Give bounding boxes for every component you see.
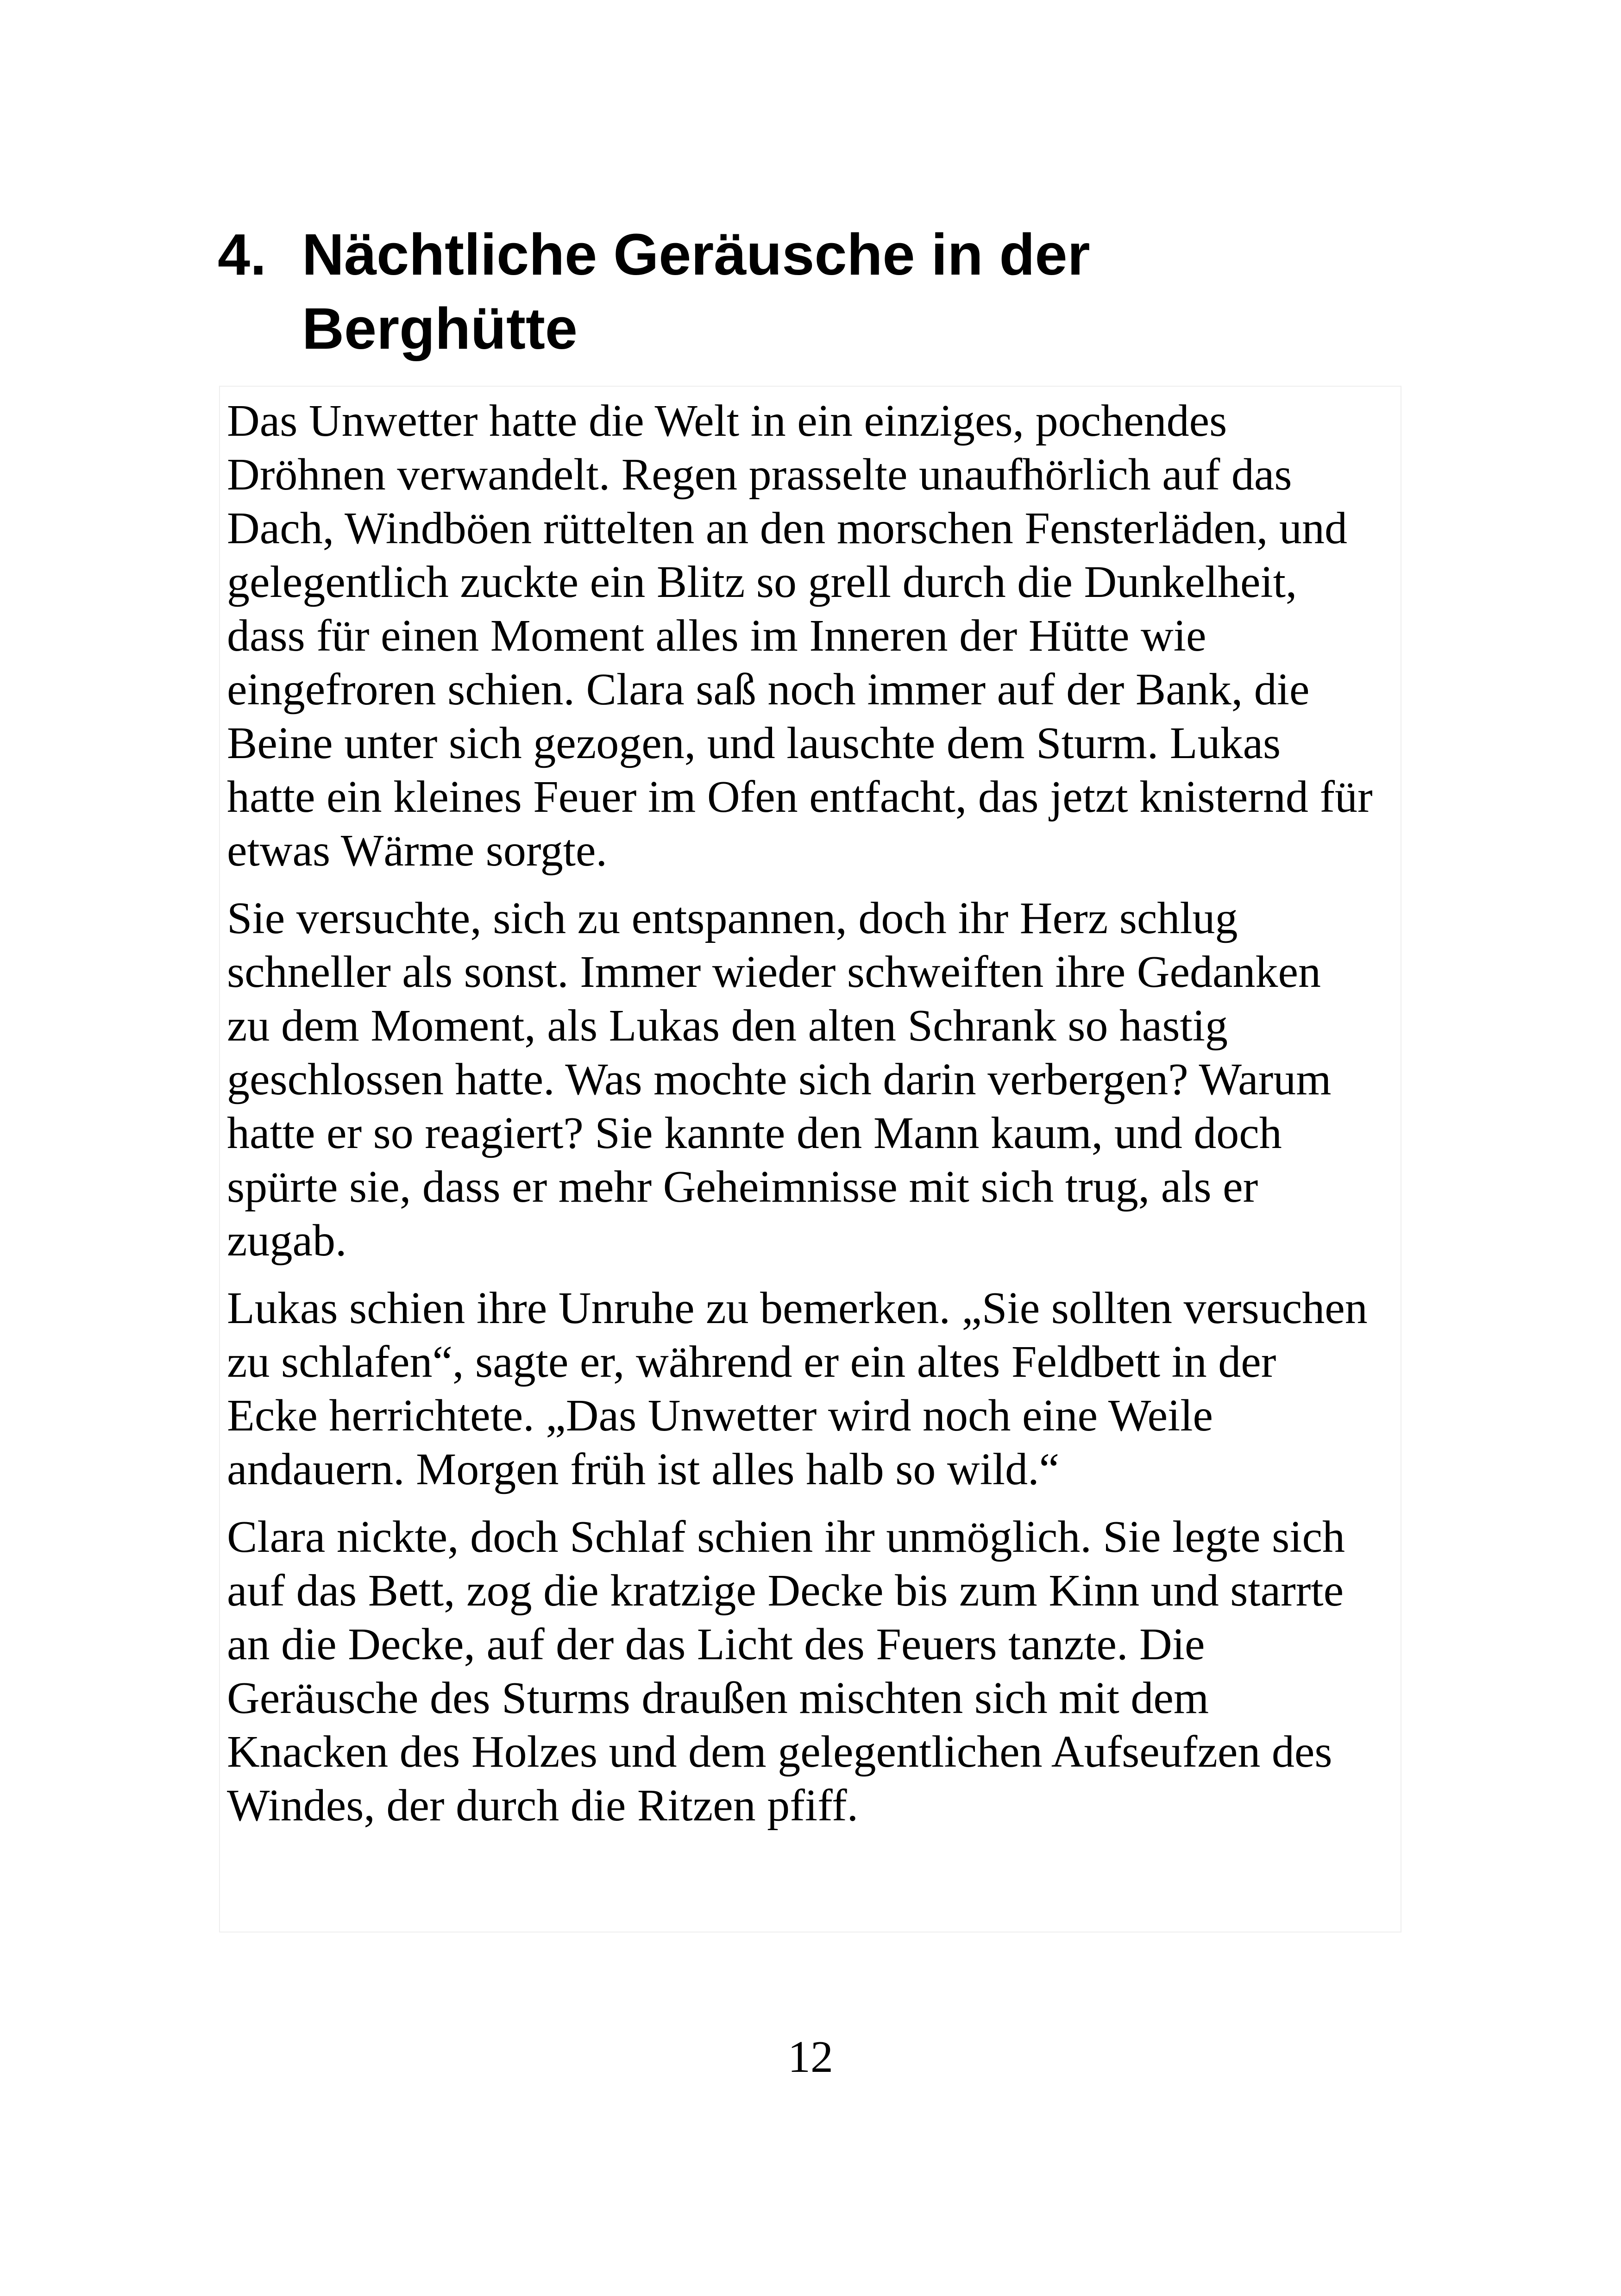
- paragraph-4: [227, 1510, 1408, 1832]
- text-line: Dach, Windböen rüttelten an den morschen Fensterläden, und: [227, 503, 1348, 553]
- text-line: Beine unter sich gezogen, und lauschte dem Sturm. Lukas: [227, 718, 1281, 768]
- text-line: zu dem Moment, als Lukas den alten Schrank so hastig: [227, 1001, 1228, 1051]
- text-line: geschlossen hatte. Was mochte sich darin verbergen? Warum: [227, 1054, 1332, 1104]
- text-line: Dröhnen verwandelt. Regen prasselte unaufhörlich auf das: [227, 450, 1292, 500]
- text-line: spürte sie, dass er mehr Geheimnisse mit sich trug, als er: [227, 1162, 1258, 1212]
- page-number: 12: [788, 2032, 833, 2082]
- text-line: Ecke herrichtete. „Das Unwetter wird noch eine Weile: [227, 1391, 1213, 1441]
- text-line: hatte er so reagiert? Sie kannte den Mann kaum, und doch: [227, 1108, 1282, 1158]
- text-line: Knacken des Holzes und dem gelegentlichen Aufseufzen des: [227, 1727, 1332, 1777]
- text-line: Windes, der durch die Ritzen pfiff.: [227, 1781, 859, 1831]
- text-line: Geräusche des Sturms draußen mischten sich mit dem: [227, 1673, 1209, 1723]
- text-line: Das Unwetter hatte die Welt in ein einziges, pochendes: [227, 396, 1227, 446]
- paragraph-1: [227, 394, 1408, 878]
- chapter-title-line-1: Nächtliche Geräusche in der: [302, 222, 1090, 287]
- paragraph-2: [227, 891, 1408, 1267]
- paragraph-3: [227, 1281, 1408, 1496]
- text-line: hatte ein kleines Feuer im Ofen entfacht, das jetzt knisternd für: [227, 772, 1373, 822]
- chapter-heading: [218, 218, 1422, 366]
- chapter-title-line-2: Berghütte: [302, 296, 578, 361]
- text-line: zu schlafen“, sagte er, während er ein altes Feldbett in der: [227, 1337, 1276, 1387]
- text-line: Sie versuchte, sich zu entspannen, doch ihr Herz schlug: [227, 893, 1238, 943]
- text-line: dass für einen Moment alles im Inneren der Hütte wie: [227, 611, 1206, 661]
- chapter-number: 4.: [218, 222, 267, 287]
- text-line: schneller als sonst. Immer wieder schweiften ihre Gedanken: [227, 947, 1321, 997]
- text-line: Clara nickte, doch Schlaf schien ihr unmöglich. Sie legte sich: [227, 1512, 1345, 1562]
- chapter-text-box: [219, 386, 1401, 1932]
- text-line: Lukas schien ihre Unruhe zu bemerken. „Sie sollten versuchen: [227, 1283, 1368, 1333]
- text-line: gelegentlich zuckte ein Blitz so grell durch die Dunkelheit,: [227, 557, 1297, 607]
- text-line: etwas Wärme sorgte.: [227, 826, 607, 876]
- text-line: an die Decke, auf der das Licht des Feuers tanzte. Die: [227, 1619, 1205, 1669]
- text-line: eingefroren schien. Clara saß noch immer auf der Bank, die: [227, 665, 1310, 715]
- text-line: zugab.: [227, 1216, 347, 1266]
- text-line: auf das Bett, zog die kratzige Decke bis zum Kinn und starrte: [227, 1566, 1344, 1616]
- text-line: andauern. Morgen früh ist alles halb so wild.“: [227, 1444, 1060, 1494]
